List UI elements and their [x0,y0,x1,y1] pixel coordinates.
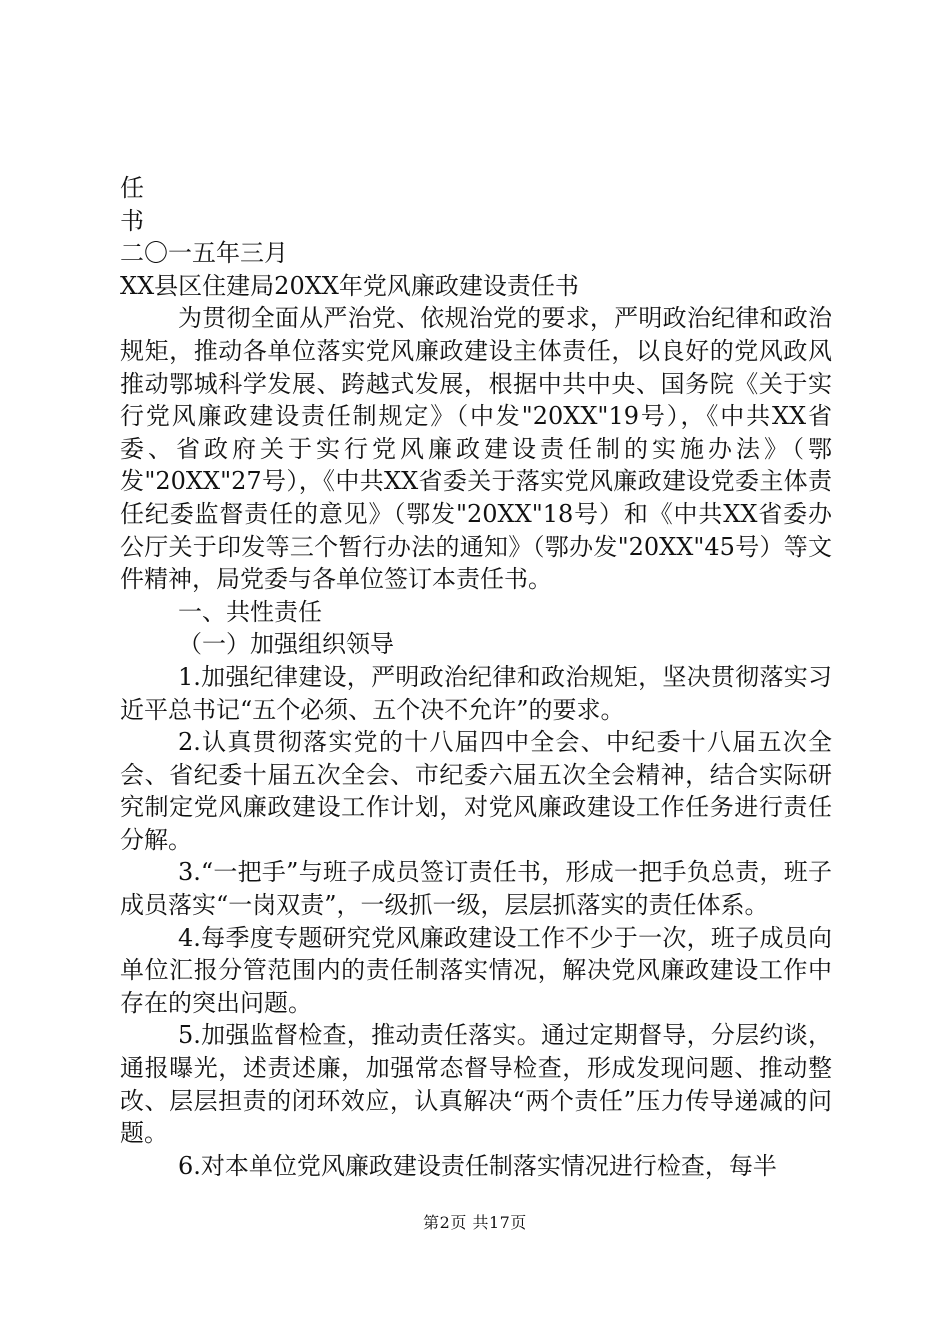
document-title: XX县区住建局20XX年党风廉政建设责任书 [120,271,579,300]
fragment-line-shu: 书 [120,206,144,235]
intro-paragraph: 为贯彻全面从严治党、依规治党的要求，严明政治纪律和政治规矩，推动各单位落实党风廉政建设主体责任，以良好的党风政风推动鄂城科学发展、跨越式发展，根据中共中央、国务院《关于实行党风廉政建设责任制规定》（中发"20XX"19号），《中共XX省委、省政府关于实行党风廉政建设责任制的实施办法》（鄂发"20XX"27号），《中共XX省委关于落实党风廉政建设党委主体责任纪委监督责任的意见》（鄂发"20XX"18号）和《中共XX省委办公厅关于印发等三个暂行办法的通知》（鄂办发"20XX"45号）等文件精神，局党委与各单位签订本责任书。 [120,304,832,594]
item-paragraph-2: 2.认真贯彻落实党的十八届四中全会、中纪委十八届五次全会、省纪委十届五次全会、市纪委六届五次全会精神，结合实际研究制定党风廉政建设工作计划，对党风廉政建设工作任务进行责任分解。 [120,728,832,854]
item-paragraph-3: 3.“一把手”与班子成员签订责任书，形成一把手负总责，班子成员落实“一岗双责”，一级抓一级，层层抓落实的责任体系。 [120,858,832,920]
item-paragraph-4: 4.每季度专题研究党风廉政建设工作不少于一次，班子成员向单位汇报分管范围内的责任制落实情况，解决党风廉政建设工作中存在的突出问题。 [120,923,832,1017]
page-footer: 第2页 共17页 [423,1213,527,1232]
fragment-line-ren: 任 [120,174,144,202]
section-heading-common-responsibilities: 一、共性责任 [178,597,322,626]
item-paragraph-5: 5.加强监督检查，推动责任落实。通过定期督导，分层约谈，通报曝光，述责述廉，加强常态督导检查，形成发现问题、推动整改、层层担责的闭环效应，认真解决“两个责任”压力传导递减的问题。 [120,1021,832,1148]
item-paragraph-6: 6.对本单位党风廉政建设责任制落实情况进行检查，每半 [178,1151,777,1180]
document-body [120,172,832,1182]
date-line: 二〇一五年三月 [120,239,288,268]
subsection-heading-organization-leadership: （一）加强组织领导 [178,630,394,659]
item-paragraph-1: 1.加强纪律建设，严明政治纪律和政治规矩，坚决贯彻落实习近平总书记“五个必须、五个决不允许”的要求。 [120,662,832,724]
